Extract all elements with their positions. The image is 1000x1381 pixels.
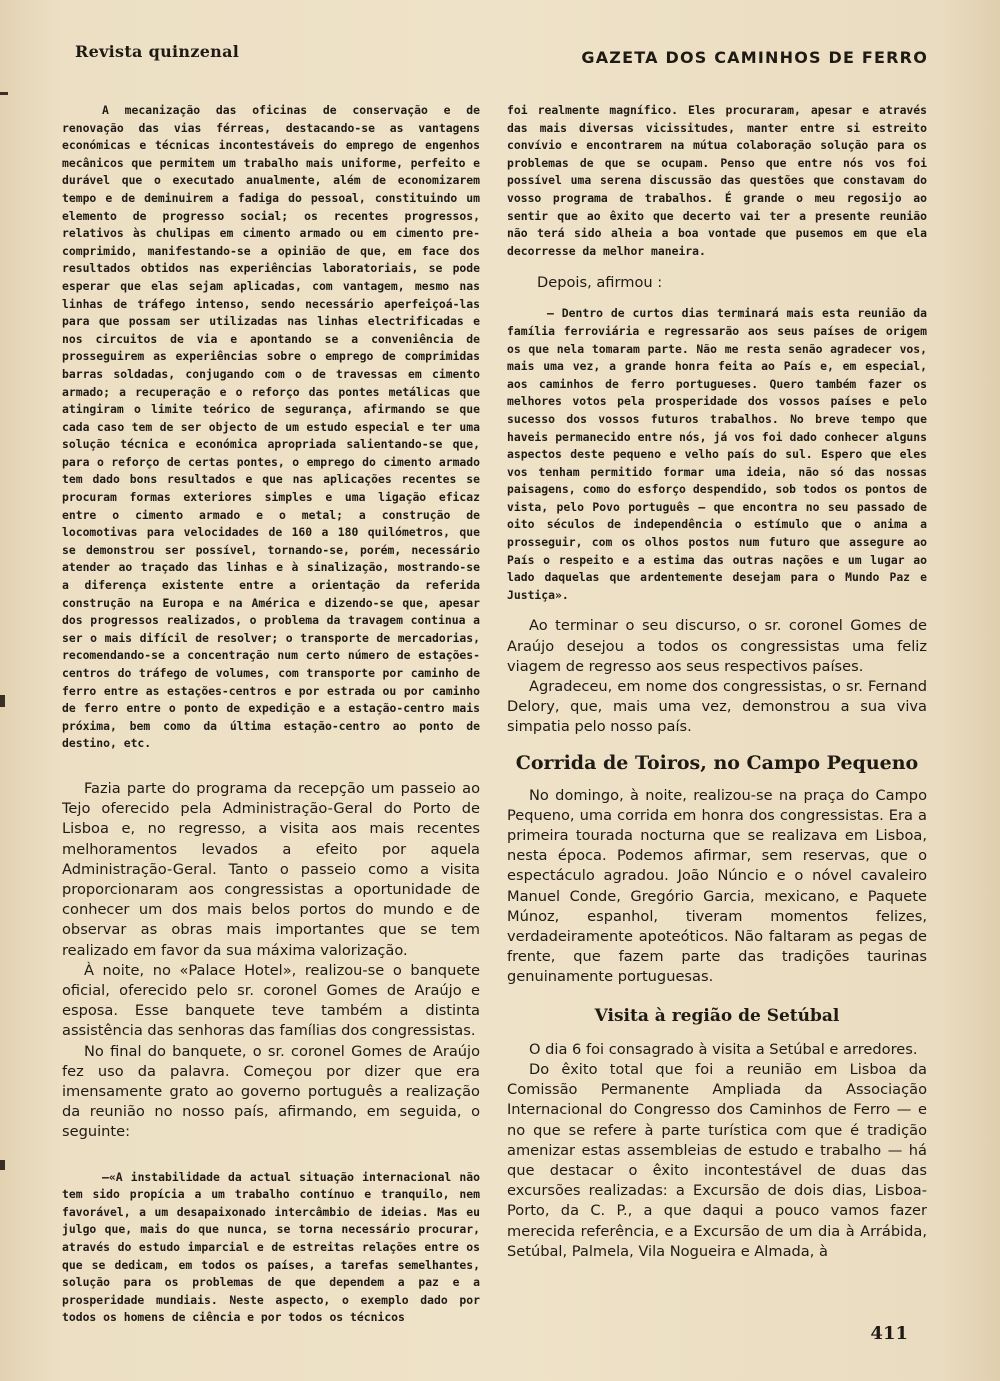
paragraph-discurso: No final do banquete, o sr. coronel Gomes de Araújo fez uso da palavra. Começou por dizer que era imensamente grato ao governo português a realização da reunião no nosso país, afirmando, em seguida, o seguinte: <box>62 1042 480 1141</box>
page-edge-mark <box>0 1160 5 1170</box>
paragraph-passeio: Fazia parte do programa da recepção um passeio ao Tejo oferecido pela Administração-Geral do Porto de Lisboa e, no regresso, a visita aos mais recentes melhoramentos levados a efeito por aquela Administração-Geral. Tanto o passeio como a visita proporcionaram aos congressistas a oportunidade de conhecer um dos mais belos portos do mundo e de observar as obras mais importantes que se tem realizado em favor da sua máxima valorização. <box>62 779 480 959</box>
page-edge-mark <box>0 695 5 707</box>
paragraph-depois: Depois, afirmou : <box>537 274 663 292</box>
paragraph-conclusions: A mecanização das oficinas de conservação e de renovação das vias férreas, destacando-se as vantagens económicas e técnicas incontestáveis do emprego de engenhos mecânicos que permitem um trabalho mais uniforme, perfeito e durável que o executado anualmente, além de economizarem tempo e de deminuirem a fadiga do pessoal, constituindo um elemento de progresso social; os recentes progressos, relativos às chulipas em cimento armado ou em cimento pre-comprimido, manifestando-se a opinião de que, em face dos resultados obtidos nas experiências laboratoriais, se pode esperar que elas sejam aplicadas, com vantagem, mesmo nas linhas de tráfego intenso, sendo necessário aperfeiçoá-las para que possam ser utilizadas nas linhas electrificadas e nos circuitos de via e apontando se a conveniência de prosseguirem as experiências sobre o emprego de comprimidas barras soldadas, conjugando com o de travessas em cimento armado; a recuperação e o reforço das pontes metálicas que atingiram o limite teórico de segurança, afirmando se que cada caso tem de ser objecto de um estudo especial e ter uma solução técnica e económica apropriada salientando-se que, para o reforço de certas pontes, o emprego do cimento armado tem dado bons resultados e que nas aplicações recentes se procuram formas exteriores simples e uma ligação eficaz entre o cimento armado e o metal; a construção de locomotivas para velocidades de 160 a 180 quilómetros, que se demonstrou ser possível, tornando-se, porém, necessário atender ao traçado das linhas e à sinalização, mostrando-se a diferença existente entre a orientação da referida construção na Europa e na América e dizendo-se que, apesar dos progressos realizados, o problema da travagem continua a ser o mais difícil de resolver; o transporte de mercadorias, recomendando-se a concentração num certo número de estações-centros do tráfego de volumes, com transporte por caminho de ferro entre as estações-centros e por estrada ou por caminho de ferro entre o ponto de expedição e a estação-centro mais próxima, bem como da última estação-centro ao ponto de destino, etc. <box>62 103 480 751</box>
running-header-right: GAZETA DOS CAMINHOS DE FERRO <box>581 48 928 67</box>
heading-setubal: Visita à região de Setúbal <box>594 1005 840 1026</box>
page-number: 411 <box>870 1323 908 1344</box>
paragraph-second-quote: — Dentro de curtos dias terminará mais esta reunião da família ferroviária e regressarão aos seus países de origem os que nela tomaram parte. Não me resta senão agradecer vos, mais uma vez, a grande honra feita ao País e, em especial, aos caminhos de ferro portugueses. Quero também fazer os melhores votos pela prosperidade dos vossos países e pelo sucesso dos vossos futuros trabalhos. No breve tempo que haveis permanecido entre nós, já vos foi dado conhecer alguns aspectos deste pequeno e velho país do sul. Espero que eles vos tenham permitido formar uma ideia, não só das nossas paisagens, como do esforço despendido, sob todos os pontos de vista, pelo Povo português — que encontra no seu passado de oito séculos de independência o estímulo que o anima a prosseguir, com os olhos postos num futuro que assegure ao País o respeito e a estima das outras nações e um lugar ao lado daquelas que ardentemente desejam para o Mundo Paz e Justiça». <box>507 306 927 602</box>
running-header-left: Revista quinzenal <box>75 42 240 61</box>
page-edge-mark <box>0 92 8 95</box>
paragraph-banquete: À noite, no «Palace Hotel», realizou-se o banquete oficial, oferecido pelo sr. coronel Gomes de Araújo e esposa. Esse banquete teve também a distinta assistência das senhoras das famílias dos congressistas. <box>62 961 480 1040</box>
left-column <box>62 102 480 1327</box>
paragraph-quote-continued: foi realmente magnífico. Eles procuraram, apesar e através das mais diversas vicissitudes, manter entre si estreito convívio e encontrarem na mútua colaboração solução para os problemas de que se ocupam. Penso que entre nós vos foi possível uma serena discussão das questões que constavam do vosso programa de trabalhos. É grande o meu regosijo ao sentir que ao êxito que decerto vai ter a presente reunião não terá sido alheia a boa vontade que pusemos em que ela decorresse da melhor maneira. <box>507 103 927 258</box>
paragraph-setubal: O dia 6 foi consagrado à visita a Setúbal e arredores. <box>529 1040 918 1058</box>
paragraph-exito: Do êxito total que foi a reunião em Lisboa da Comissão Permanente Ampliada da Associação Internacional do Congresso dos Caminhos de Ferro — e no que se refere à parte turística com que é tradição amenizar estas assembleias de estudo e trabalho — há que destacar o êxito incontestável de duas das excursões realizadas: a Excursão de dois dias, Lisboa-Porto, da C. P., a que daqui a pouco vamos fazer merecida referência, e a Excursão de um dia à Arrábida, Setúbal, Palmela, Vila Nogueira e Almada, à <box>507 1060 927 1260</box>
paragraph-terminar: Ao terminar o seu discurso, o sr. coronel Gomes de Araújo desejou a todos os congressistas uma feliz viagem de regresso aos seus respectivos países. <box>507 617 927 675</box>
paragraph-quote-start: —«A instabilidade da actual situação internacional não tem sido propícia a um trabalho contínuo e tranquilo, nem favorável, a um desapaixonado intercâmbio de ideias. Mas eu julgo que, mais do que nunca, se torna necessário procurar, através do estudo imparcial e de estreitas relações entre os que se dedicam, em todos os países, a tarefas semelhantes, solução para os problemas de que dependem a paz e a prosperidade mundiais. Neste aspecto, o exemplo dado por todos os homens de ciência e por todos os técnicos <box>62 1169 480 1325</box>
heading-corrida: Corrida de Toiros, no Campo Pequeno <box>515 751 919 774</box>
right-column <box>507 102 927 1262</box>
paragraph-corrida: No domingo, à noite, realizou-se na praça do Campo Pequeno, uma corrida em honra dos congressistas. Era a primeira tourada nocturna que se realizava em Lisboa, nesta época. Podemos afirmar, sem reservas, que o espectáculo agradou. João Núncio e o nóvel cavaleiro Manuel Conde, Gregório Garcia, mexicano, e Paquete Múnoz, espanhol, tiveram momentos felizes, verdadeiramente apoteóticos. Não faltaram as pegas de frente, que fazem parte das tradições taurinas genuinamente portuguesas. <box>507 786 927 986</box>
paragraph-agradeceu: Agradeceu, em nome dos congressistas, o sr. Fernand Delory, que, mais uma vez, demonstrou a sua viva simpatia pelo nosso país. <box>507 678 927 736</box>
